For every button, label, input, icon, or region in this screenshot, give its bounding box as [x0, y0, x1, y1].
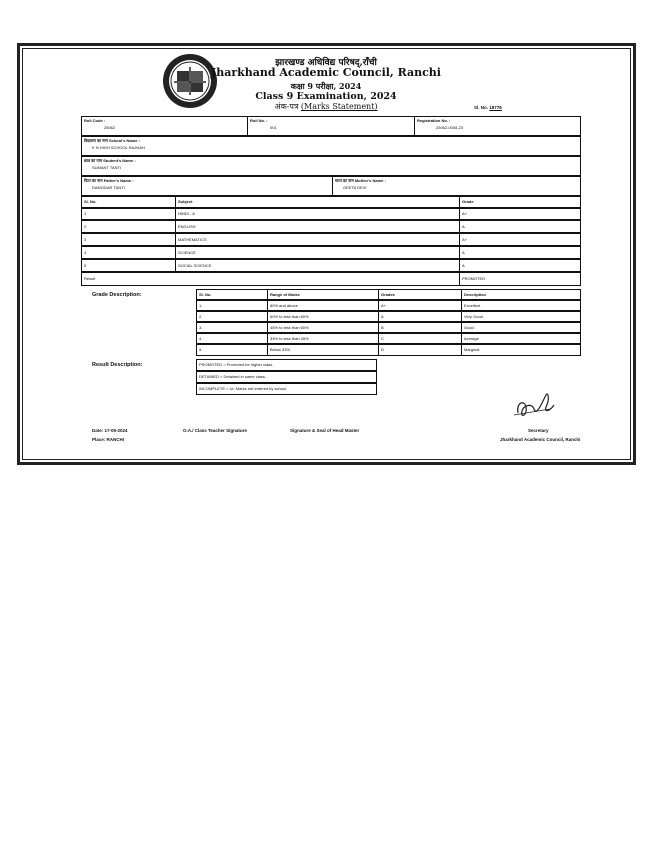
result-desc-title: Result Description:	[92, 362, 143, 368]
result-desc-row: PROMOTED = Promoted for higher class.	[199, 362, 274, 367]
marks-row-slno: 3	[84, 237, 87, 242]
marks-row-subject: SOCIAL SCIENCE	[178, 263, 212, 268]
exam-hindi: कक्षा 9 परीक्षा, 2024	[290, 81, 362, 91]
father-name: DAMODAR TANTI	[92, 185, 125, 190]
marks-row-subject: HINDI - A	[178, 211, 195, 216]
result-desc-row: INCOMPLETE = Ur. Marks not entered by school.	[199, 386, 288, 391]
grade-header-slno: Sl. No.	[199, 292, 212, 297]
grade-row-grade: D	[381, 347, 384, 352]
grade-row-range: 33% to less than 45%	[270, 336, 309, 341]
grade-row-slno: 2.	[199, 314, 203, 319]
school-box	[81, 136, 581, 156]
secretary-label: Secretary	[528, 428, 549, 433]
marks-header-subject: Subject	[178, 199, 193, 204]
school-name: K N HIGH SCHOOL RAJNAH	[92, 145, 145, 150]
roll-no-label: Roll No. :	[250, 118, 268, 123]
father-label: पिता का नाम Father's Name :	[84, 178, 134, 183]
marks-row-slno: 1	[84, 211, 87, 216]
grade-row-grade: B	[381, 325, 384, 330]
mother-name: GEETA DEVI	[343, 185, 367, 190]
marks-row-subject: MATHEMATICS	[178, 237, 207, 242]
school-label: विद्यालय का नाम School's Name :	[84, 138, 140, 143]
grade-row-grade: C	[381, 336, 384, 341]
grade-row-description: Good	[464, 325, 474, 330]
marks-row-grade: A+	[462, 237, 468, 242]
secretary-signature	[510, 385, 560, 425]
marks-row-grade: A	[462, 250, 465, 255]
reg-no: 25062-0008-23	[436, 125, 464, 130]
roll-code: 25062	[104, 125, 116, 130]
marks-row-grade: A	[462, 263, 465, 268]
mother-label: माता का नाम Mother's Name :	[335, 178, 386, 183]
grade-row-range: 80% and above	[270, 303, 298, 308]
council-name: Jharkhand Academic Council, Ranchi	[211, 66, 441, 79]
marks-row-subject: SCIENCE	[178, 250, 196, 255]
student-name: SUMANT TANTI	[92, 165, 122, 170]
student-label: छात्र का नाम Student's Name :	[84, 158, 136, 163]
exam-title: Class 9 Examination, 2024	[255, 91, 397, 102]
marks-row-grade: A	[462, 224, 465, 229]
marks-row-grade: A+	[462, 211, 468, 216]
roll-code-label: Roll Code :	[84, 118, 106, 123]
result-value: PROMOTED	[462, 276, 486, 281]
roll-no: 001	[270, 125, 277, 130]
roll-info-box	[81, 116, 581, 136]
marks-header-slno: Sl. No.	[84, 199, 97, 204]
result-label: Result	[84, 276, 96, 281]
grade-row-description: Very Good	[464, 314, 483, 319]
parents-box	[81, 176, 581, 196]
council-hindi-name: झारखण्ड अधिविद्य परिषद्,राँची	[275, 58, 377, 68]
grade-row-slno: 4.	[199, 336, 203, 341]
grade-row-description: Average	[464, 336, 479, 341]
headmaster-signature-label: Signature & Seal of Head Master	[290, 428, 360, 433]
secretary-org-label: Jharkhand Academic Council, Ranchi	[500, 437, 581, 442]
marks-row-subject: ENGLISH	[178, 224, 196, 229]
grade-row-slno: 3.	[199, 325, 203, 330]
issue-place: Place: RANCHI	[92, 437, 125, 442]
grade-row-grade: A+	[381, 303, 387, 308]
teacher-signature-label: O.A./ Class Teacher Signature	[183, 428, 247, 433]
grade-desc-title: Grade Description:	[92, 292, 142, 298]
issue-date: Date: 17-05-2024	[92, 428, 128, 433]
reg-label: Registration No. :	[417, 118, 451, 123]
grade-row-description: Excellent	[464, 303, 481, 308]
statement-title: अंक-पत्र (Marks Statement)	[274, 102, 378, 111]
grade-header-description: Description	[464, 292, 487, 297]
marks-row-slno: 4	[84, 250, 87, 255]
result-desc-row: DETAINED = Detained in same class.	[199, 374, 266, 379]
grade-header-grades: Grades	[381, 292, 395, 297]
grade-row-slno: 1.	[199, 303, 203, 308]
grade-row-description: Marginal	[464, 347, 480, 352]
grade-header-range: Range of Marks	[270, 292, 300, 297]
grade-row-grade: A	[381, 314, 384, 319]
grade-row-range: Below 33%	[270, 347, 291, 352]
grade-row-slno: 5.	[199, 347, 203, 352]
serial-number: Sl. No. 18776	[474, 105, 502, 110]
marks-header-grade: Grade	[462, 199, 474, 204]
grade-row-range: 45% to less than 60%	[270, 325, 309, 330]
marks-row-slno: 5	[84, 263, 87, 268]
grade-row-range: 60% to less than 80%	[270, 314, 309, 319]
marks-row-slno: 2	[84, 224, 87, 229]
student-box	[81, 156, 581, 176]
